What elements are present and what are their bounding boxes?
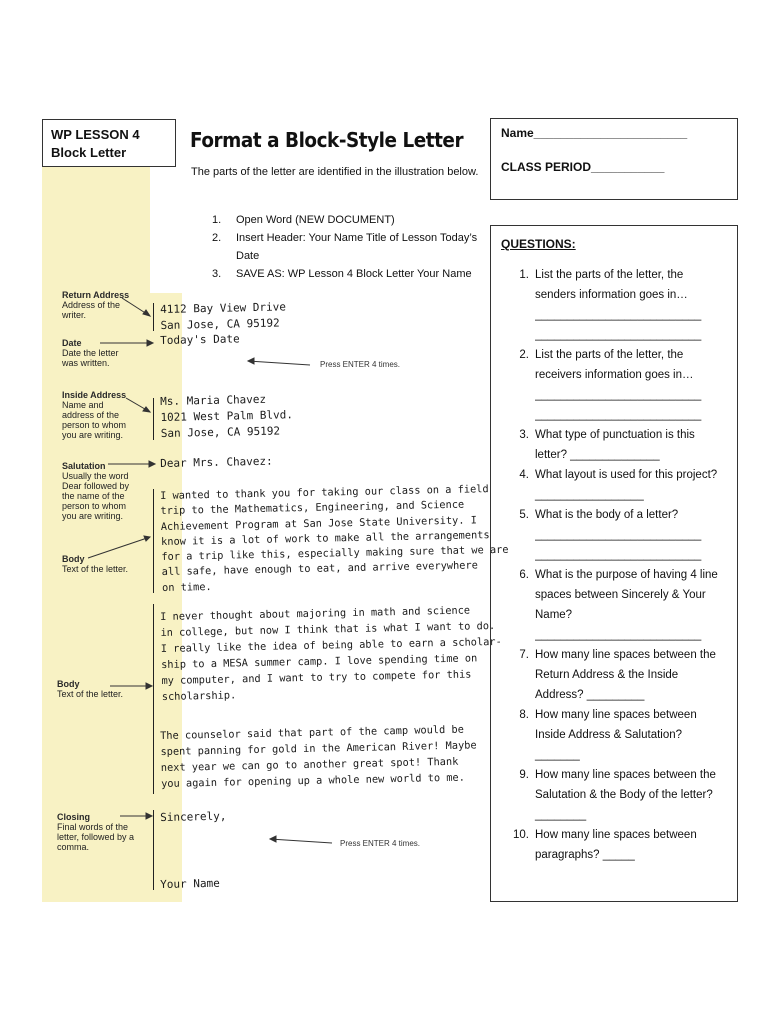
- letter-closing: Sincerely,: [160, 809, 227, 824]
- class-period-field[interactable]: CLASS PERIOD___________: [501, 160, 665, 174]
- questions-box: [490, 225, 738, 902]
- press-enter-note: Press ENTER 4 times.: [320, 360, 401, 369]
- name-field[interactable]: Name_______________________: [501, 126, 688, 140]
- label-inside-address: Inside Address Name and address of the person to whom you are writing.: [62, 390, 127, 440]
- answer-blank[interactable]: __________________________: [535, 549, 702, 561]
- label-body-2: Body Text of the letter.: [57, 679, 124, 699]
- questions-title: QUESTIONS:: [501, 237, 576, 251]
- question-item: 10. How many line spaces between paragraphs? _____: [513, 829, 697, 861]
- lesson-topic: Block Letter: [51, 145, 127, 160]
- question-item: 4. What layout is used for this project? _________________: [519, 469, 718, 501]
- letter-date: Today's Date: [160, 332, 240, 347]
- letter-return-address: 4112 Bay View Drive San Jose, CA 95192: [160, 300, 287, 332]
- letter-inside-address: Ms. Maria Chavez 1021 West Palm Blvd. San Jose, CA 95192: [160, 392, 294, 440]
- letter-body-paragraph-2: I never thought about majoring in math and science in college, but now I think that is what I want to do. I really like the idea of being able to earn a scholar- ship to a MESA summer camp. I love spending time on my computer, and I want to try to compete for this scholarship.: [160, 604, 502, 703]
- answer-blank[interactable]: __________________________: [535, 389, 702, 401]
- intro-text: The parts of the letter are identified in the illustration below.: [191, 166, 479, 178]
- question-item: 9. How many line spaces between the Salutation & the Body of the letter? ________: [519, 769, 716, 821]
- question-item: 7. How many line spaces between the Return Address & the Inside Address? _________: [519, 649, 716, 701]
- question-item: 8. How many line spaces between Inside Address & Salutation? _______: [519, 709, 697, 761]
- question-item: 5. What is the body of a letter? __________________________ __________________________: [501, 505, 727, 565]
- student-info-box: [490, 118, 738, 200]
- question-item: 6. What is the purpose of having 4 line spaces between Sincerely & Your Name? __________________________: [501, 565, 727, 645]
- letter-body-paragraph-3: The counselor said that part of the camp would be spent panning for gold in the American River! Maybe next year we can go to another great spot! Thank you again for opening up a whole new world to me.: [160, 723, 477, 790]
- label-date: Date Date the letter was written.: [62, 338, 119, 368]
- answer-blank[interactable]: __________________________: [535, 329, 702, 341]
- answer-blank[interactable]: __________________________: [535, 309, 702, 321]
- label-closing: Closing Final words of the letter, followed by a comma.: [57, 812, 135, 852]
- answer-blank[interactable]: __________________________: [535, 409, 702, 421]
- press-enter-note: Press ENTER 4 times.: [340, 839, 421, 848]
- label-salutation: Salutation Usually the word Dear followed by the name of the person to whom you are writing.: [62, 461, 130, 521]
- step-item: 2. Insert Header: Your Name Title of Lesson Today’s Date: [212, 232, 478, 262]
- question-item: 3. What type of punctuation is this letter? ______________: [519, 429, 695, 461]
- label-return-address: Return Address Address of the writer.: [62, 290, 130, 320]
- answer-blank[interactable]: __________________________: [535, 629, 702, 641]
- letter-signature: Your Name: [160, 876, 220, 891]
- letter-salutation: Dear Mrs. Chavez:: [160, 454, 273, 470]
- answer-blank[interactable]: __________________________: [535, 529, 702, 541]
- step-item: 1. Open Word (NEW DOCUMENT): [212, 214, 395, 226]
- label-body-1: Body Text of the letter.: [62, 554, 129, 574]
- question-item: 2. List the parts of the letter, the receivers information goes in… __________________________ __________________________: [501, 345, 727, 425]
- step-item: 3. SAVE AS: WP Lesson 4 Block Letter Your Name: [212, 268, 472, 280]
- letter-body-paragraph-1: I wanted to thank you for taking our class on a field trip to the Mathematics, Engineering, and Science Achievement Program at San Jose State University. I know it is a lot of work to make all the arrangements for a trip like this, especially making sure that we are all safe, have enough to eat, and arrive everywhere on time.: [160, 483, 509, 594]
- page-title: Format a Block-Style Letter: [190, 128, 464, 152]
- lesson-number: WP LESSON 4: [51, 127, 140, 142]
- question-item: 1. List the parts of the letter, the senders information goes in… __________________________ __________________________: [501, 265, 727, 345]
- questions-list: [501, 265, 727, 865]
